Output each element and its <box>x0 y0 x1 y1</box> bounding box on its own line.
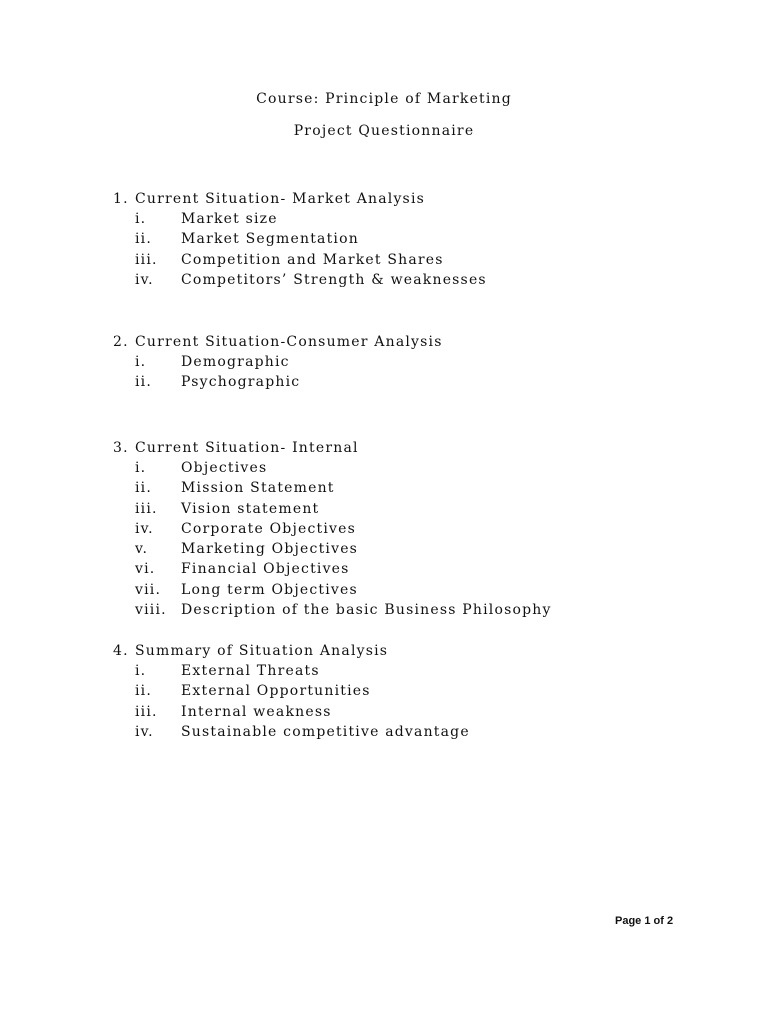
list-item <box>113 519 359 539</box>
section-number: 3. <box>113 440 129 456</box>
list-item <box>113 270 487 290</box>
section-title: Current Situation- Market Analysis <box>135 191 426 207</box>
section-number: 1. <box>113 191 129 207</box>
item-text: Description of the basic Business Philosophy <box>181 602 552 619</box>
section-consumer-analysis <box>113 332 443 393</box>
list-item <box>113 250 444 270</box>
item-numeral: iv. <box>135 723 154 740</box>
list-item <box>113 580 359 600</box>
list-item <box>113 372 443 392</box>
list-item <box>113 499 359 519</box>
list-item <box>113 702 388 722</box>
list-item <box>113 559 359 579</box>
item-numeral: ii. <box>135 683 153 700</box>
section-heading <box>113 641 388 661</box>
list-item <box>113 458 359 478</box>
item-numeral: i. <box>135 211 147 227</box>
item-text: Marketing Objectives <box>181 541 359 558</box>
item-numeral: ii. <box>135 480 153 497</box>
list-item <box>113 681 388 701</box>
list-item <box>113 600 552 620</box>
section-title: Current Situation-Consumer Analysis <box>135 334 443 350</box>
item-text: External Threats <box>181 663 320 679</box>
item-text: Vision statement <box>181 500 320 517</box>
section-heading <box>113 189 425 209</box>
item-text: Demographic <box>181 354 290 370</box>
section-summary <box>113 641 470 742</box>
item-numeral: ii. <box>135 374 153 391</box>
section-heading <box>113 332 443 352</box>
list-item <box>113 478 359 498</box>
item-text: Long term Objectives <box>181 581 358 598</box>
item-text: Competitors’ Strength & weaknesses <box>181 271 487 288</box>
item-text: Psychographic <box>181 374 301 391</box>
item-numeral: viii. <box>135 602 167 619</box>
item-text: Corporate Objectives <box>181 520 357 537</box>
list-item <box>113 209 425 229</box>
section-internal <box>113 438 552 620</box>
item-numeral: i. <box>135 354 147 370</box>
section-heading <box>113 438 359 458</box>
item-text: Market Segmentation <box>181 231 359 248</box>
list-item <box>113 229 425 249</box>
section-title: Summary of Situation Analysis <box>135 643 389 659</box>
section-market-analysis <box>113 189 487 290</box>
section-title: Current Situation- Internal <box>135 440 359 456</box>
item-numeral: i. <box>135 663 147 679</box>
item-text: External Opportunities <box>181 683 371 700</box>
item-numeral: i. <box>135 460 147 476</box>
item-text: Financial Objectives <box>181 561 350 578</box>
item-text: Mission Statement <box>181 480 335 497</box>
section-number: 2. <box>113 334 129 350</box>
item-numeral: iv. <box>135 271 154 288</box>
item-text: Sustainable competitive advantage <box>181 723 470 740</box>
item-text: Objectives <box>181 460 268 476</box>
item-text: Competition and Market Shares <box>181 251 444 268</box>
list-item <box>113 352 443 372</box>
course-title: Course: Principle of Marketing <box>256 91 512 107</box>
document-title: Project Questionnaire <box>293 123 475 139</box>
list-item <box>113 661 388 681</box>
list-item <box>113 539 359 559</box>
item-text: Market size <box>181 211 278 227</box>
section-number: 4. <box>113 643 129 659</box>
item-numeral: iii. <box>135 500 158 517</box>
list-item <box>113 722 470 742</box>
item-numeral: v. <box>135 541 149 558</box>
item-numeral: vi. <box>135 561 156 578</box>
item-text: Internal weakness <box>181 703 332 720</box>
item-numeral: vii. <box>135 581 162 598</box>
page-number: Page 1 of 2 <box>615 915 674 927</box>
item-numeral: iii. <box>135 703 158 720</box>
item-numeral: iv. <box>135 520 154 537</box>
item-numeral: iii. <box>135 251 158 268</box>
item-numeral: ii. <box>135 231 153 248</box>
